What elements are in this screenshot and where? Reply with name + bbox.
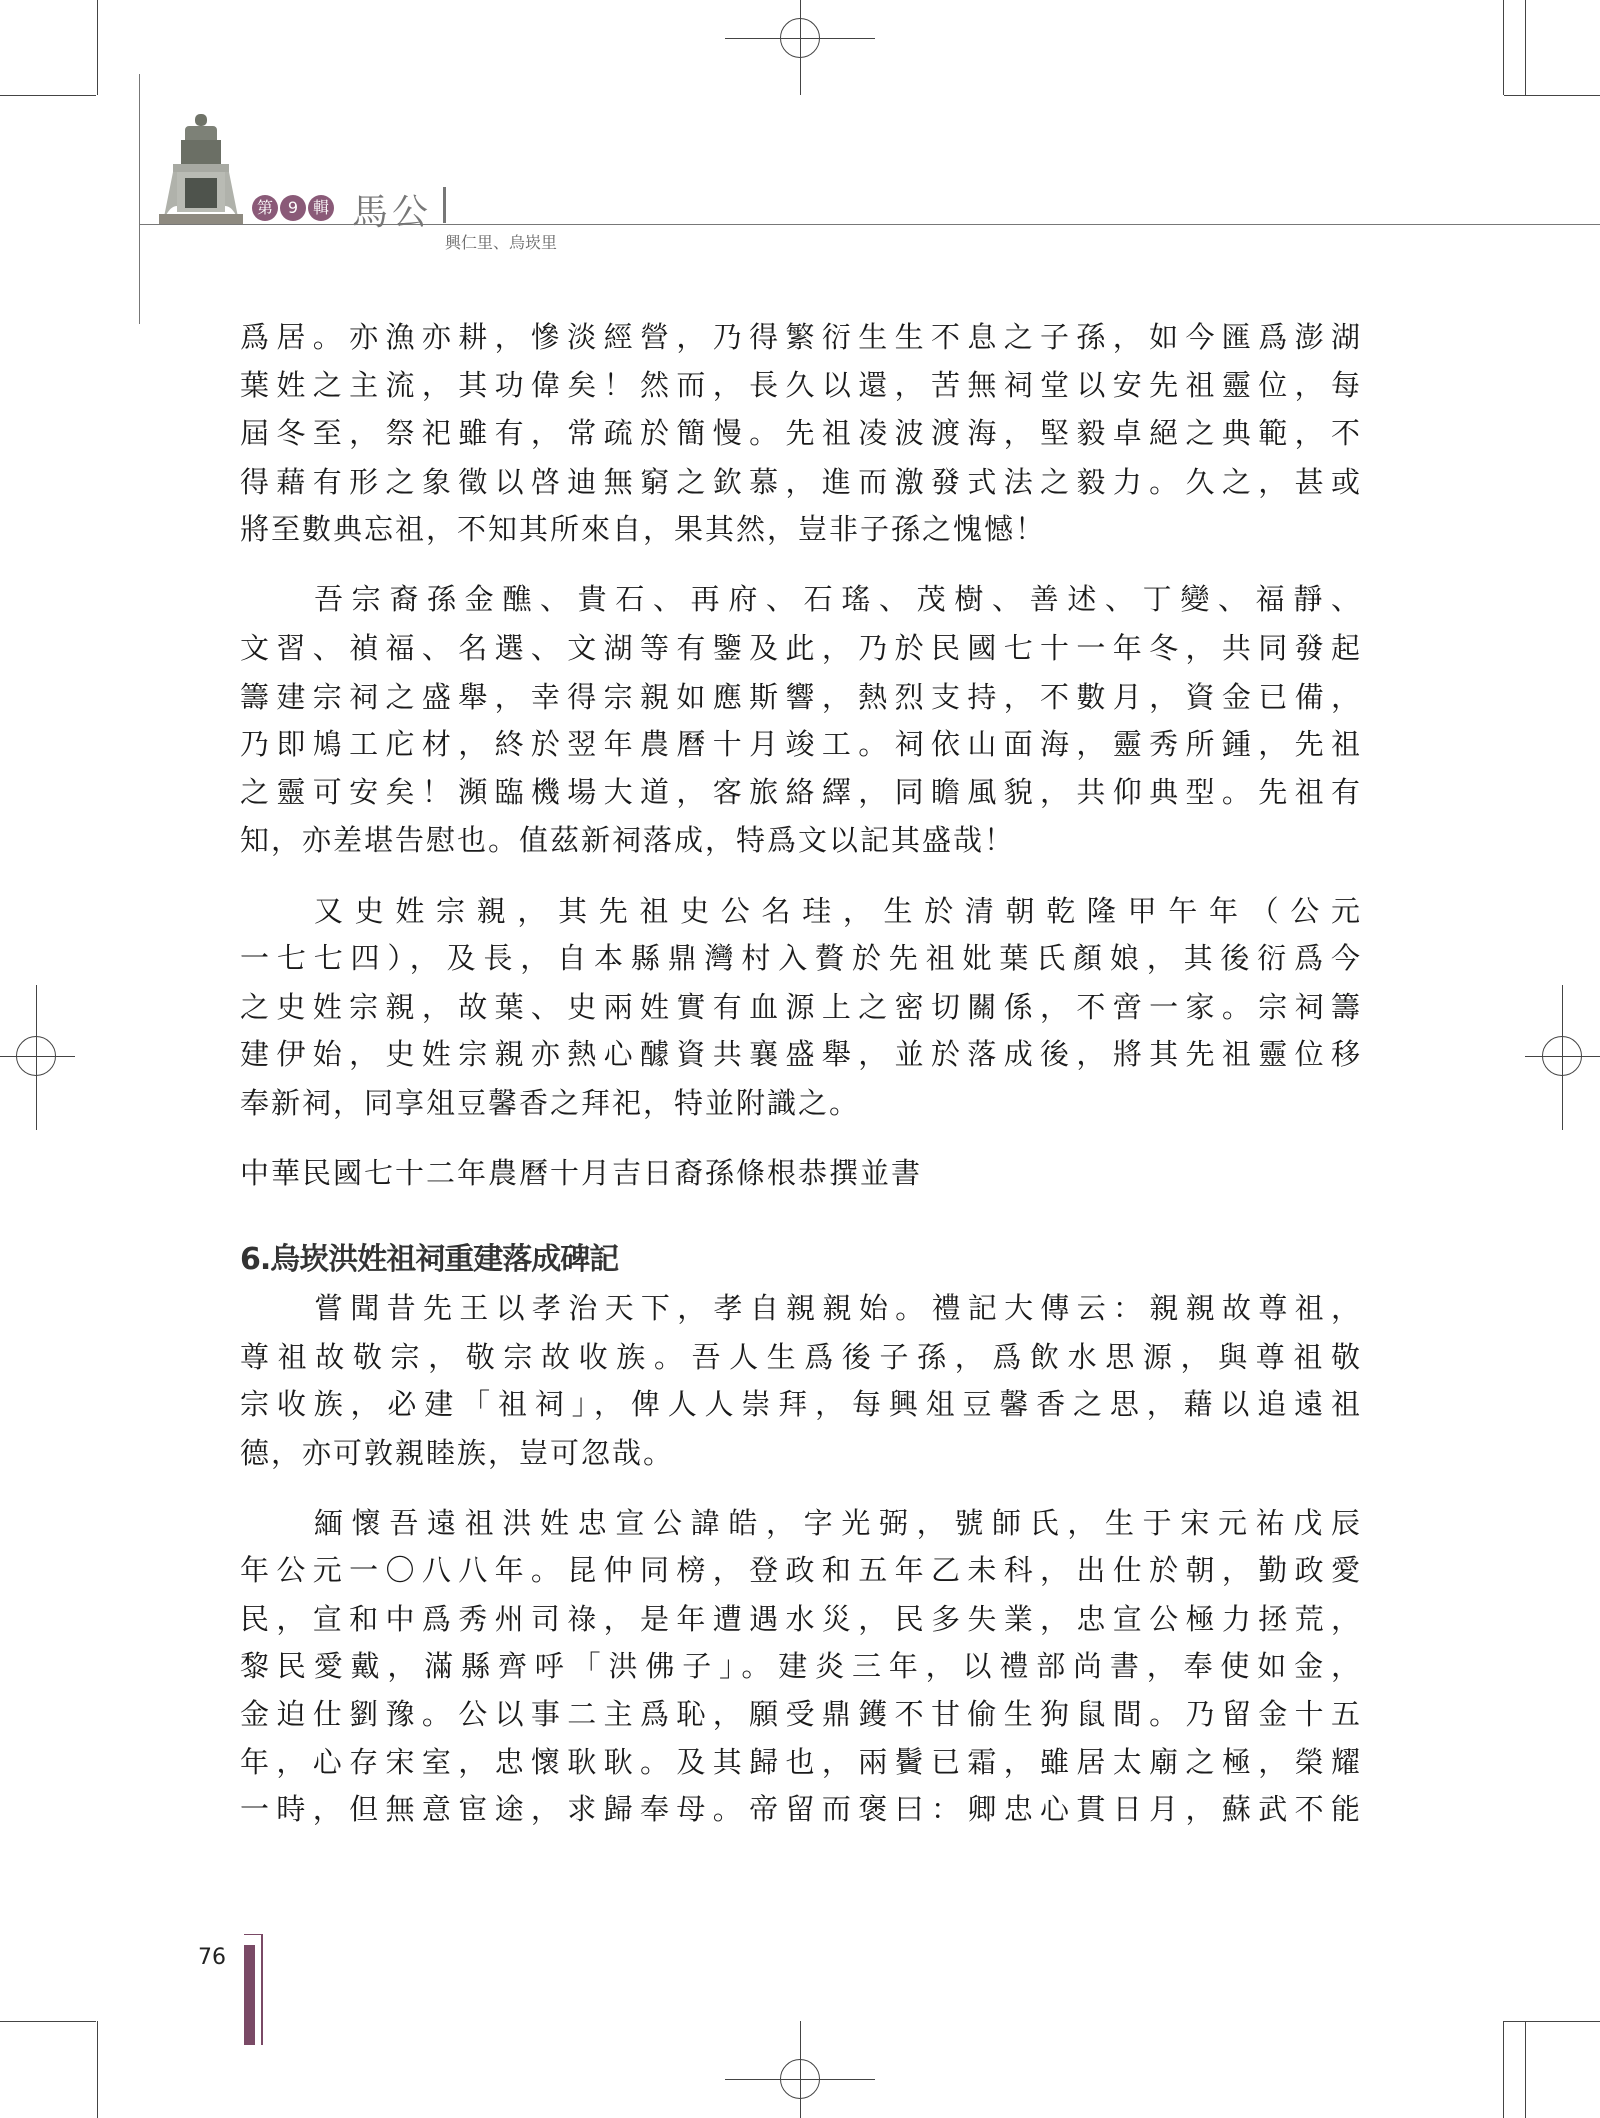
text-line: 乃即鳩工庀材，終於翌年農曆十月竣工。祠依山面海，靈秀所鍾，先祖 bbox=[240, 727, 1362, 761]
text-line: 屆冬至，祭祀雖有，常疏於簡慢。先祖凌波渡海，堅毅卓絕之典範，不 bbox=[240, 416, 1362, 450]
page-accent-bar bbox=[244, 1945, 255, 2045]
registration-line bbox=[36, 985, 37, 1130]
registration-line bbox=[800, 0, 801, 95]
text-line: 尊祖故敬宗，敬宗故收族。吾人生爲後子孫，爲飲水思源，與尊祖敬 bbox=[240, 1340, 1362, 1374]
registration-line bbox=[1562, 985, 1563, 1130]
text-line: 文習、禎福、名選、文湖等有鑒及此，乃於民國七十一年冬，共同發起 bbox=[240, 631, 1362, 665]
volume-number-badge: 9 bbox=[280, 195, 306, 221]
page-accent-line bbox=[261, 1934, 263, 2045]
page-number: 76 bbox=[198, 1945, 226, 1970]
text-line: 民，宣和中爲秀州司祿，是年遭遇水災，民多失業，忠宣公極力拯荒， bbox=[240, 1602, 1362, 1636]
crop-mark bbox=[1503, 0, 1504, 95]
volume-badge: 第 bbox=[252, 195, 278, 221]
registration-line bbox=[800, 2021, 801, 2118]
title-divider bbox=[443, 187, 446, 223]
text-line: 一時，但無意宦途，求歸奉母。帝留而褒曰：卿忠心貫日月，蘇武不能 bbox=[240, 1792, 1362, 1826]
text-line: 籌建宗祠之盛舉，幸得宗親如應斯響，熱烈支持，不數月，資金已備， bbox=[240, 680, 1362, 714]
text-line: 嘗聞昔先王以孝治天下，孝自親親始。禮記大傳云：親親故尊祖， bbox=[314, 1291, 1362, 1325]
text-line: 奉新祠，同享俎豆馨香之拜祀，特並附識之。 bbox=[240, 1086, 861, 1120]
crop-mark bbox=[1504, 2021, 1600, 2022]
registration-line bbox=[0, 1056, 75, 1057]
text-line: 之史姓宗親，故葉、史兩姓實有血源上之密切關係，不啻一家。宗祠籌 bbox=[240, 990, 1362, 1024]
text-line: 葉姓之主流，其功偉矣！然而，長久以還，苦無祠堂以安先祖靈位，每 bbox=[240, 368, 1362, 402]
text-line: 之靈可安矣！瀕臨機場大道，客旅絡繹，同瞻風貌，共仰典型。先祖有 bbox=[240, 775, 1362, 809]
statue-image bbox=[155, 110, 247, 224]
text-line: 吾宗裔孫金醮、貴石、再府、石瑤、茂樹、善述、丁變、福靜、 bbox=[314, 582, 1362, 616]
crop-mark bbox=[1525, 0, 1526, 95]
text-line: 得藉有形之象徵以啓迪無窮之欽慕，進而激發式法之毅力。久之，甚或 bbox=[240, 465, 1362, 499]
header-vertical-rule bbox=[139, 74, 140, 324]
section-heading: 6.烏崁洪姓祖祠重建落成碑記 bbox=[240, 1242, 619, 1277]
text-line: 德，亦可敦親睦族，豈可忽哉。 bbox=[240, 1436, 675, 1470]
text-line: 金迫仕劉豫。公以事二主爲恥，願受鼎鑊不甘偷生狗鼠間。乃留金十五 bbox=[240, 1697, 1362, 1731]
text-line: 年公元一〇八八年。昆仲同榜，登政和五年乙未科，出仕於朝，勤政愛 bbox=[240, 1553, 1362, 1587]
page-accent-line bbox=[244, 1934, 262, 1935]
volume-badge: 輯 bbox=[308, 195, 334, 221]
crop-mark bbox=[1525, 2021, 1526, 2118]
text-line: 知，亦差堪告慰也。值茲新祠落成，特爲文以記其盛哉！ bbox=[240, 823, 1016, 857]
text-line: 宗收族，必建「祖祠」，俾人人崇拜，每興俎豆馨香之思，藉以追遠祖 bbox=[240, 1387, 1362, 1421]
text-line: 建伊始，史姓宗親亦熱心醵資共襄盛舉，並於落成後，將其先祖靈位移 bbox=[240, 1037, 1362, 1071]
text-line: 爲居。亦漁亦耕，慘淡經營，乃得繁衍生生不息之子孫，如今匯爲澎湖 bbox=[240, 320, 1362, 354]
crop-mark bbox=[97, 0, 98, 95]
text-line: 緬懷吾遠祖洪姓忠宣公諱皓，字光弼，號師氏，生于宋元祐戊辰 bbox=[314, 1506, 1362, 1540]
text-line: 年，心存宋室，忠懷耿耿。及其歸也，兩鬢已霜，雖居太廟之極，榮耀 bbox=[240, 1745, 1362, 1779]
crop-mark bbox=[0, 95, 96, 96]
text-line: 一七七四），及長，自本縣鼎灣村入贅於先祖妣葉氏顏娘，其後衍爲今 bbox=[240, 941, 1362, 975]
chapter-subtitle: 興仁里、烏崁里 bbox=[445, 233, 558, 252]
crop-mark bbox=[0, 2021, 96, 2022]
crop-mark bbox=[1504, 95, 1600, 96]
chapter-title: 馬公 bbox=[352, 192, 433, 233]
signature-line: 中華民國七十二年農曆十月吉日裔孫條根恭撰並書 bbox=[240, 1156, 923, 1190]
crop-mark bbox=[97, 2021, 98, 2118]
crop-mark bbox=[1503, 2021, 1504, 2118]
text-line: 黎民愛戴，滿縣齊呼「洪佛子」。建炎三年，以禮部尚書，奉使如金， bbox=[240, 1649, 1362, 1683]
text-line: 又史姓宗親，其先祖史公名珪，生於清朝乾隆甲午年（公元 bbox=[314, 894, 1362, 928]
text-line: 將至數典忘祖，不知其所來自，果其然，豈非子孫之愧憾！ bbox=[240, 512, 1047, 546]
